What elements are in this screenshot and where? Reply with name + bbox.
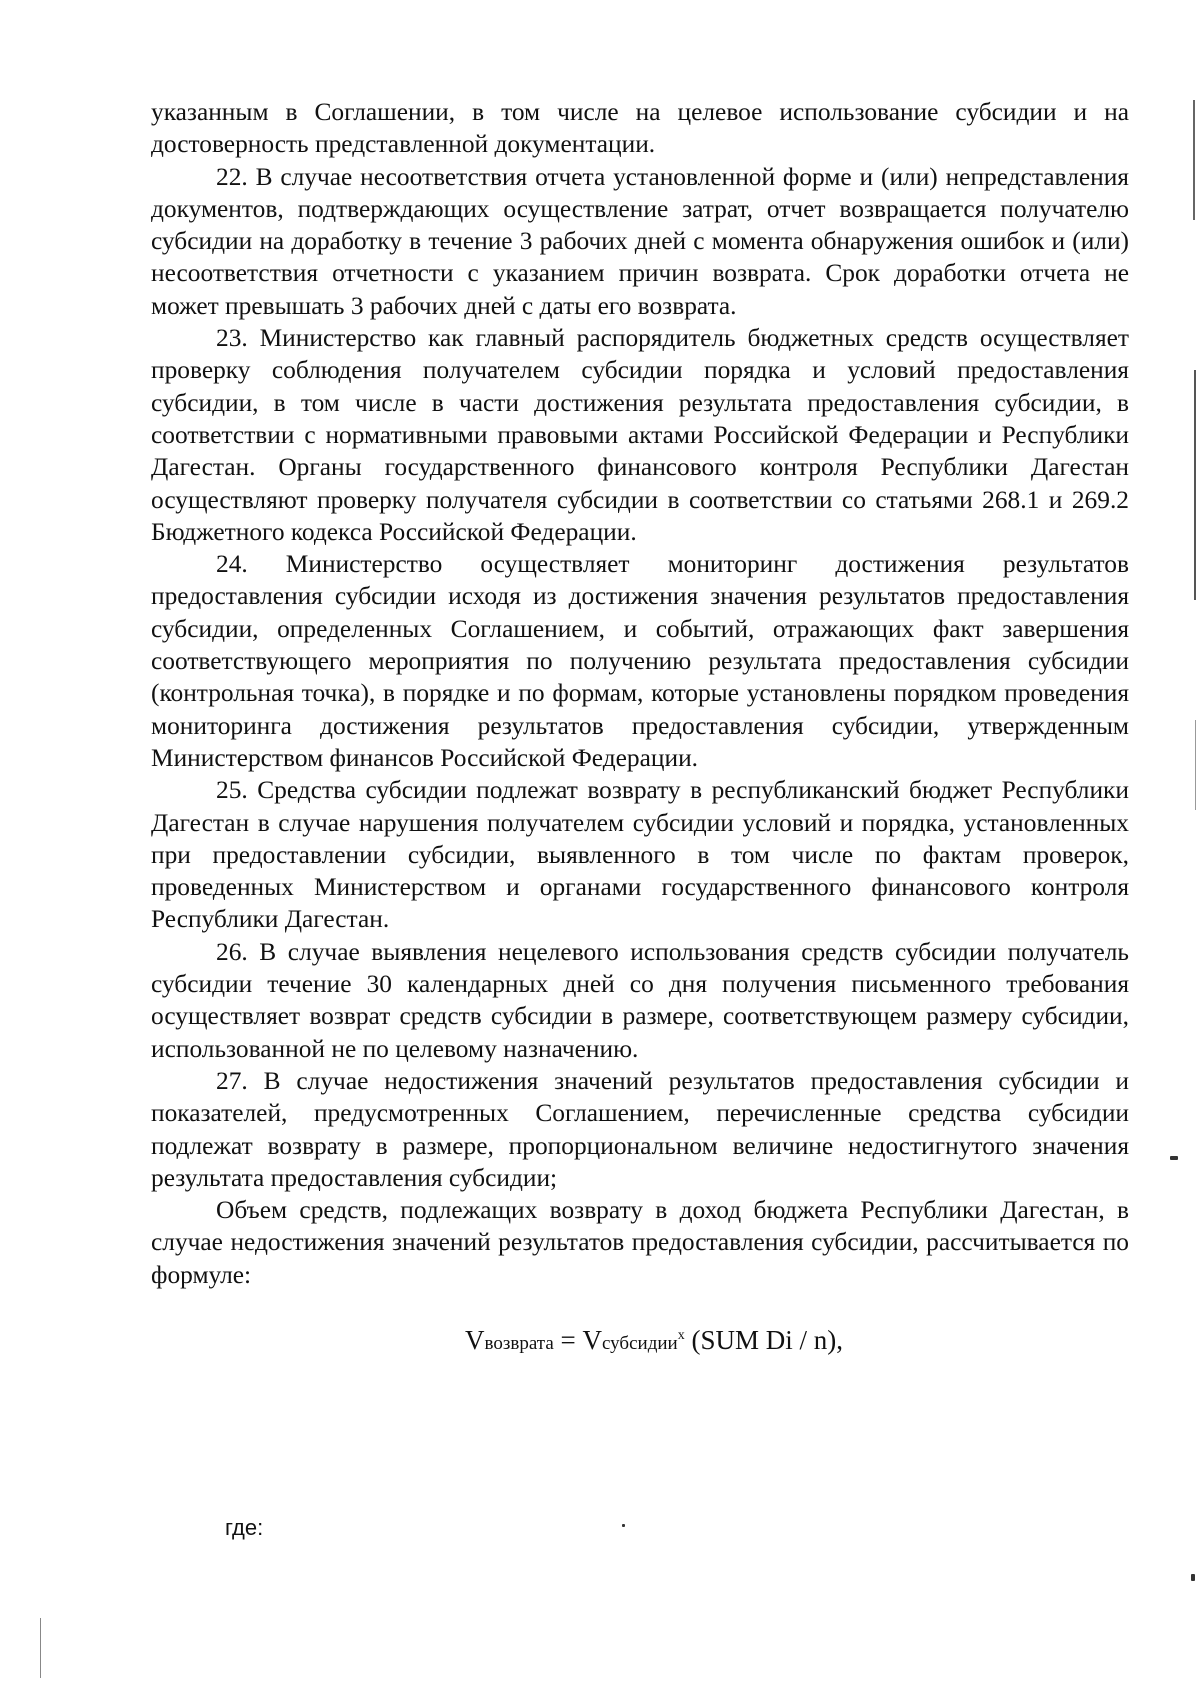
paragraph-22: 22. В случае несоответствия отчета установленной форме и (или) непредставления документов, подтверждающих осуществление затрат, отчет возвращается получателю субсидии на доработку в течение 3 рабочих дней с момента обнаружения ошибок и (или) несоответствия отчетности с указанием причин возврата. Срок доработки отчета не может превышать 3 рабочих дней с даты его возврата. <box>151 162 1129 320</box>
document-body <box>151 96 1129 1361</box>
scan-margin-line-top <box>1193 100 1195 220</box>
scan-margin-line-mid <box>1194 370 1196 600</box>
paragraph-volume: Объем средств, подлежащих возврату в доход бюджета Республики Дагестан, в случае недостижения значений результатов предоставления субсидии, рассчитывается по формуле: <box>151 1196 1129 1289</box>
paragraph-intro: указанным в Соглашении, в том числе на целевое использование субсидии и на достоверность представленной документации. <box>151 98 1129 159</box>
formula-subsidy-subscript: субсидии <box>602 1332 678 1354</box>
formula-multiply-sign: x <box>677 1327 685 1343</box>
scan-margin-line-low <box>1195 720 1196 810</box>
paragraph-24: 24. Министерство осуществляет мониторинг достижения результатов предоставления субсидии исходя из достижения значения результатов предоставления субсидии, определенных Соглашением, и событий, отражающих факт завершения соответствующего мероприятия по получению результата предоставления субсидии (контрольная точка), в порядке и по формам, которые установлены порядком проведения мониторинга достижения результатов предоставления субсидии, утвержденным Министерством финансов Российской Федерации. <box>151 550 1129 772</box>
formula-v-refund: V <box>465 1324 485 1355</box>
paragraph-26: 26. В случае выявления нецелевого использования средств субсидии получатель субсидии течение 30 календарных дней со дня получения письменного требования осуществляет возврат средств субсидии в размере, соответствующем размеру субсидии, использованной не по целевому назначению. <box>151 937 1129 1063</box>
scan-mark-bottom-right <box>1191 1574 1195 1581</box>
scan-margin-line-left <box>40 1618 41 1678</box>
formula-equals: = <box>553 1324 583 1355</box>
paragraph-27: 27. В случае недостижения значений результатов предоставления субсидии и показателей, предусмотренных Соглашением, перечисленные средства субсидии подлежат возврату в размере, пропорциональном величине недостигнутого значения результата предоставления субсидии; <box>151 1066 1129 1192</box>
formula-sum-part: (SUM Di / n), <box>684 1324 843 1355</box>
refund-formula <box>151 1319 1129 1361</box>
paragraph-23: 23. Министерство как главный распорядитель бюджетных средств осуществляет проверку соблюдения получателем субсидии порядка и условий предоставления субсидии, в том числе в части достижения результата предоставления субсидии, в соответствии с нормативными правовыми актами Российской Федерации и Республики Дагестан. Органы государственного финансового контроля Республики Дагестан осуществляют проверку получателя субсидии в соответствии со статьями 268.1 и 269.2 Бюджетного кодекса Российской Федерации. <box>151 324 1129 546</box>
formula-v-subsidy: V <box>582 1324 602 1355</box>
where-label: где: <box>225 1515 264 1540</box>
scan-speck-center <box>622 1524 625 1527</box>
scan-mark-right <box>1170 1156 1178 1160</box>
paragraph-25: 25. Средства субсидии подлежат возврату в республиканский бюджет Республики Дагестан в случае нарушения получателем субсидии условий и порядка, установленных при предоставлении субсидии, выявленного в том числе по фактам проверок, проведенных Министерством и органами государственного финансового контроля Республики Дагестан. <box>151 776 1129 934</box>
formula-refund-subscript: возврата <box>484 1332 554 1354</box>
